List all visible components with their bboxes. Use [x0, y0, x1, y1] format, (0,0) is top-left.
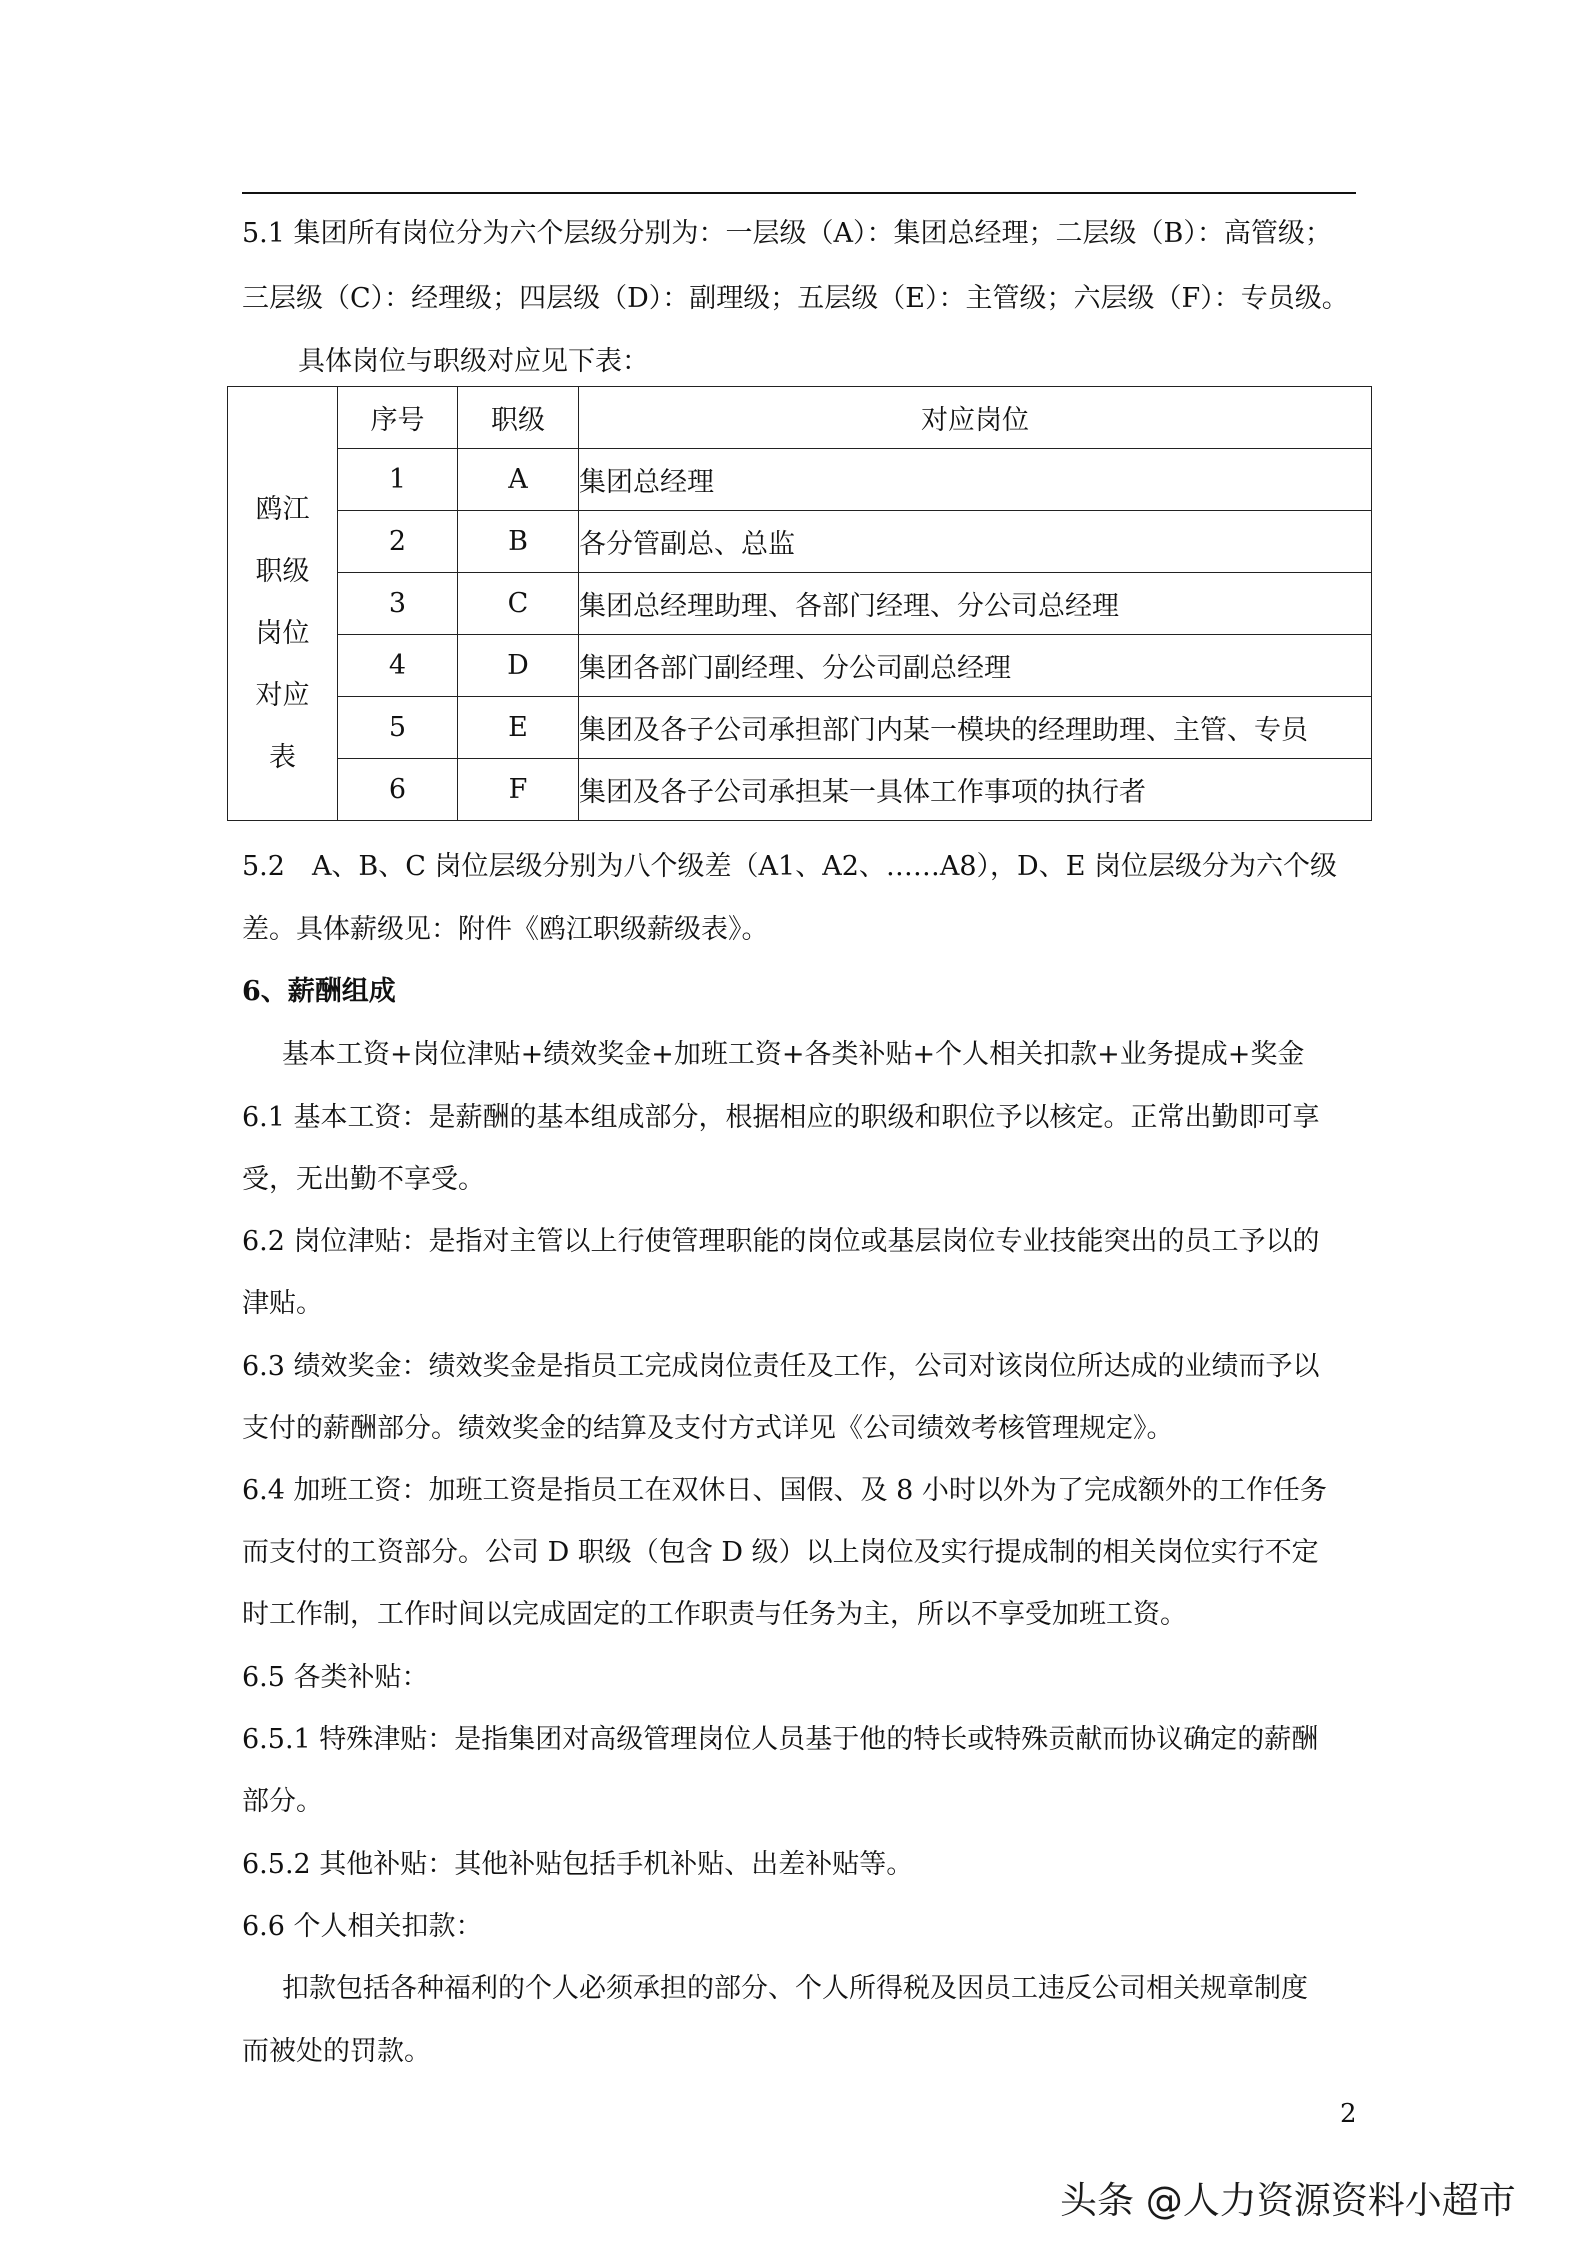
para-6-5-2: 6.5.2 其他补贴：其他补贴包括手机补贴、出差补贴等。 [242, 1849, 914, 1880]
para-6-1-line2: 受，无出勤不享受。 [242, 1164, 485, 1195]
row-no: 2 [338, 511, 458, 573]
salary-formula: 基本工资+岗位津贴+绩效奖金+加班工资+各类补贴+个人相关扣款+业务提成+奖金 [282, 1039, 1305, 1070]
row-position: 集团各部门副经理、分公司副总经理 [579, 635, 1372, 697]
table-header-row [228, 387, 1372, 449]
para-6-6-body-line1: 扣款包括各种福利的个人必须承担的部分、个人所得税及因员工违反公司相关规章制度 [282, 1973, 1308, 2004]
section-6-heading: 6、薪酬组成 [242, 976, 396, 1007]
para-5-2-line1: 5.2 A、B、C 岗位层级分别为八个级差（A1、A2、……A8），D、E 岗位层级分为六个级 [242, 851, 1337, 882]
row-position: 集团总经理 [579, 449, 1372, 511]
table-row [228, 697, 1372, 759]
para-6-3-line1: 6.3 绩效奖金：绩效奖金是指员工完成岗位责任及工作，公司对该岗位所达成的业绩而予以 [242, 1351, 1320, 1382]
row-no: 1 [338, 449, 458, 511]
grade-position-table [227, 386, 1372, 821]
para-5-1-line2: 三层级（C）：经理级；四层级（D）：副理级；五层级（E）：主管级；六层级（F）：专员级。 [242, 283, 1349, 314]
header-rule [242, 192, 1356, 194]
row-position: 集团总经理助理、各部门经理、分公司总经理 [579, 573, 1372, 635]
row-no: 3 [338, 573, 458, 635]
para-6-4-line1: 6.4 加班工资：加班工资是指员工在双休日、国假、及 8 小时以外为了完成额外的工作任务 [242, 1475, 1327, 1506]
para-6-6-body-line2: 而被处的罚款。 [242, 2036, 431, 2067]
row-grade: D [458, 635, 579, 697]
para-6-5-1-line1: 6.5.1 特殊津贴：是指集团对高级管理岗位人员基于他的特长或特殊贡献而协议确定的薪酬 [242, 1724, 1319, 1755]
header-position: 对应岗位 [579, 387, 1372, 449]
para-6-2-line2: 津贴。 [242, 1288, 323, 1319]
row-grade: E [458, 697, 579, 759]
para-6-4-line2: 而支付的工资部分。公司 D 职级（包含 D 级）以上岗位及实行提成制的相关岗位实行不定 [242, 1537, 1319, 1568]
para-5-1-line1: 5.1 集团所有岗位分为六个层级分别为：一层级（A）：集团总经理；二层级（B）：高管级； [242, 218, 1332, 249]
source-watermark: 头条 @人力资源资料小超市 [1060, 2179, 1516, 2222]
header-grade: 职级 [458, 387, 579, 449]
para-6-2-line1: 6.2 岗位津贴：是指对主管以上行使管理职能的岗位或基层岗位专业技能突出的员工予以的 [242, 1226, 1320, 1257]
table-side-label: 鸥江 职级 岗位 对应 表 [228, 387, 338, 821]
row-no: 4 [338, 635, 458, 697]
page-number: 2 [1340, 2099, 1357, 2129]
para-6-5-1-line2: 部分。 [242, 1786, 323, 1817]
table-row [228, 759, 1372, 821]
para-6-4-line3: 时工作制，工作时间以完成固定的工作职责与任务为主，所以不享受加班工资。 [242, 1599, 1187, 1630]
row-no: 6 [338, 759, 458, 821]
row-position: 集团及各子公司承担部门内某一模块的经理助理、主管、专员 [579, 697, 1372, 759]
row-grade: C [458, 573, 579, 635]
table-row [228, 573, 1372, 635]
table-row [228, 511, 1372, 573]
row-grade: B [458, 511, 579, 573]
row-position: 各分管副总、总监 [579, 511, 1372, 573]
para-6-3-line2: 支付的薪酬部分。绩效奖金的结算及支付方式详见《公司绩效考核管理规定》。 [242, 1413, 1174, 1444]
header-no: 序号 [338, 387, 458, 449]
row-grade: F [458, 759, 579, 821]
row-no: 5 [338, 697, 458, 759]
table-row [228, 635, 1372, 697]
para-6-5: 6.5 各类补贴： [242, 1662, 429, 1693]
table-intro: 具体岗位与职级对应见下表： [298, 346, 649, 377]
row-position: 集团及各子公司承担某一具体工作事项的执行者 [579, 759, 1372, 821]
para-6-6: 6.6 个人相关扣款： [242, 1911, 483, 1942]
table-row [228, 449, 1372, 511]
para-6-1-line1: 6.1 基本工资：是薪酬的基本组成部分，根据相应的职级和职位予以核定。正常出勤即可享 [242, 1102, 1320, 1133]
row-grade: A [458, 449, 579, 511]
para-5-2-line2: 差。具体薪级见：附件《鸥江职级薪级表》。 [242, 914, 769, 945]
